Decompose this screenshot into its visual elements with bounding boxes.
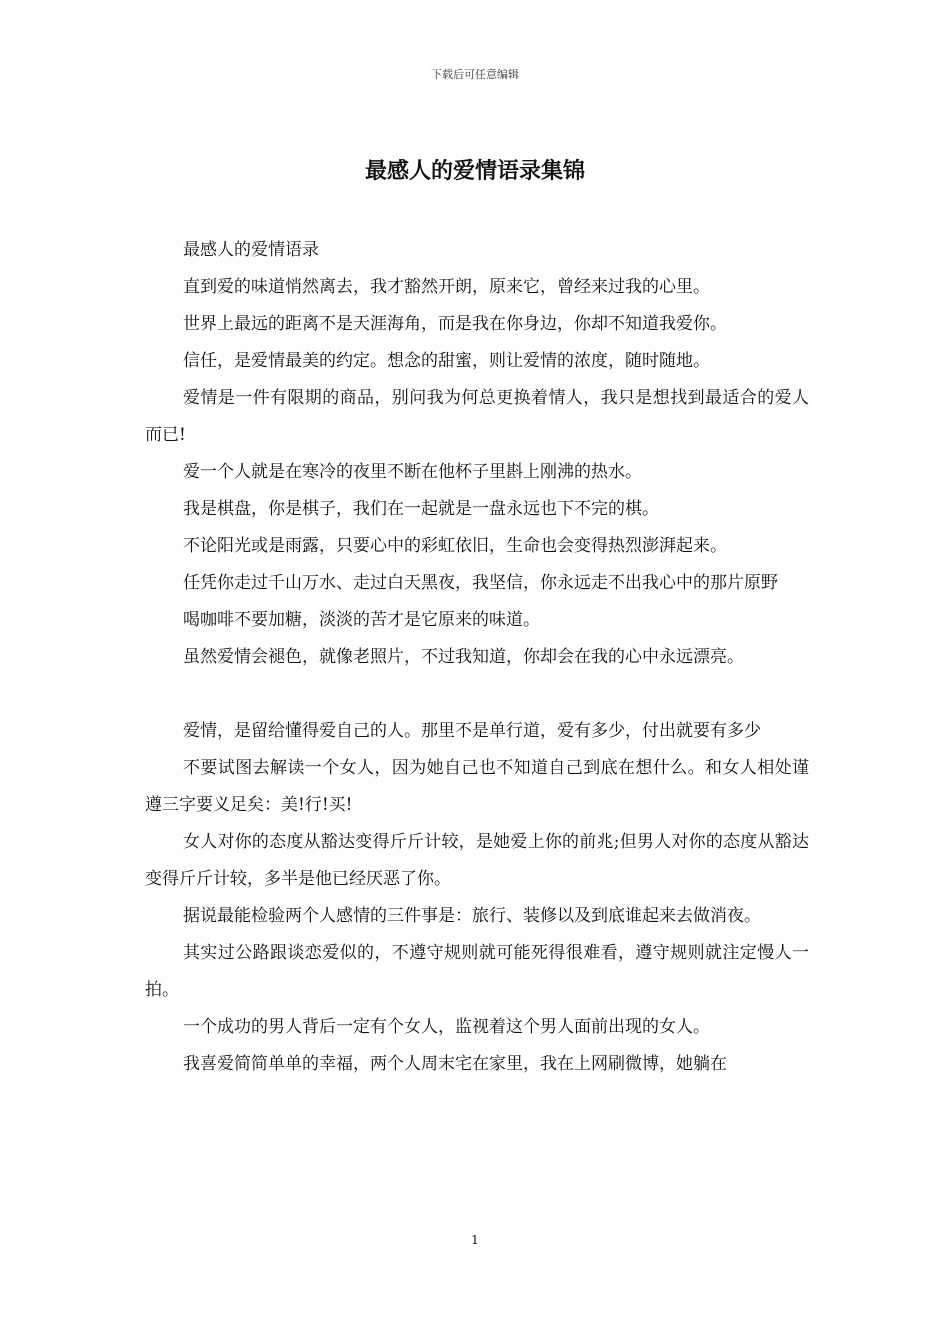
paragraph: 其实过公路跟谈恋爱似的，不遵守规则就可能死得很难看，遵守规则就注定慢人一拍。 (145, 943, 809, 1000)
document-body (145, 232, 809, 1083)
header-note: 下载后可任意编辑 (431, 68, 519, 81)
paragraph: 我是棋盘，你是棋子，我们在一起就是一盘永远也下不完的棋。 (183, 499, 659, 519)
page-number: 1 (471, 1233, 479, 1247)
paragraph: 不要试图去解读一个女人，因为她自己也不知道自己到底在想什么。和女人相处谨遵三字要义足矣：美!行!买! (145, 758, 809, 815)
paragraph: 我喜爱简简单单的幸福，两个人周末宅在家里，我在上网刷微博，她躺在 (183, 1054, 727, 1074)
paragraph: 一个成功的男人背后一定有个女人，监视着这个男人面前出现的女人。 (183, 1017, 710, 1037)
paragraph: 直到爱的味道悄然离去，我才豁然开朗，原来它，曾经来过我的心里。 (183, 277, 710, 297)
paragraph: 信任，是爱情最美的约定。想念的甜蜜，则让爱情的浓度，随时随地。 (183, 351, 710, 371)
paragraph: 爱情，是留给懂得爱自己的人。那里不是单行道，爱有多少，付出就要有多少 (183, 721, 761, 741)
paragraph: 虽然爱情会褪色，就像老照片，不过我知道，你却会在我的心中永远漂亮。 (183, 647, 744, 667)
document-title: 最感人的爱情语录集锦 (364, 159, 585, 184)
paragraph: 爱一个人就是在寒冷的夜里不断在他杯子里斟上刚沸的热水。 (183, 462, 642, 482)
paragraph: 不论阳光或是雨露，只要心中的彩虹依旧，生命也会变得热烈澎湃起来。 (183, 536, 727, 556)
paragraph: 据说最能检验两个人感情的三件事是：旅行、装修以及到底谁起来去做消夜。 (183, 906, 761, 926)
paragraph: 女人对你的态度从豁达变得斤斤计较，是她爱上你的前兆;但男人对你的态度从豁达变得斤斤计较，多半是他已经厌恶了你。 (145, 832, 809, 889)
paragraph: 任凭你走过千山万水、走过白天黑夜，我坚信，你永远走不出我心中的那片原野 (183, 573, 778, 593)
paragraph: 世界上最远的距离不是天涯海角，而是我在你身边，你却不知道我爱你。 (183, 314, 727, 334)
paragraph: 爱情是一件有限期的商品，别问我为何总更换着情人，我只是想找到最适合的爱人而已! (145, 388, 809, 445)
paragraph: 最感人的爱情语录 (183, 240, 319, 260)
paragraph: 喝咖啡不要加糖，淡淡的苦才是它原来的味道。 (183, 610, 540, 630)
paragraph-gap (145, 676, 809, 713)
